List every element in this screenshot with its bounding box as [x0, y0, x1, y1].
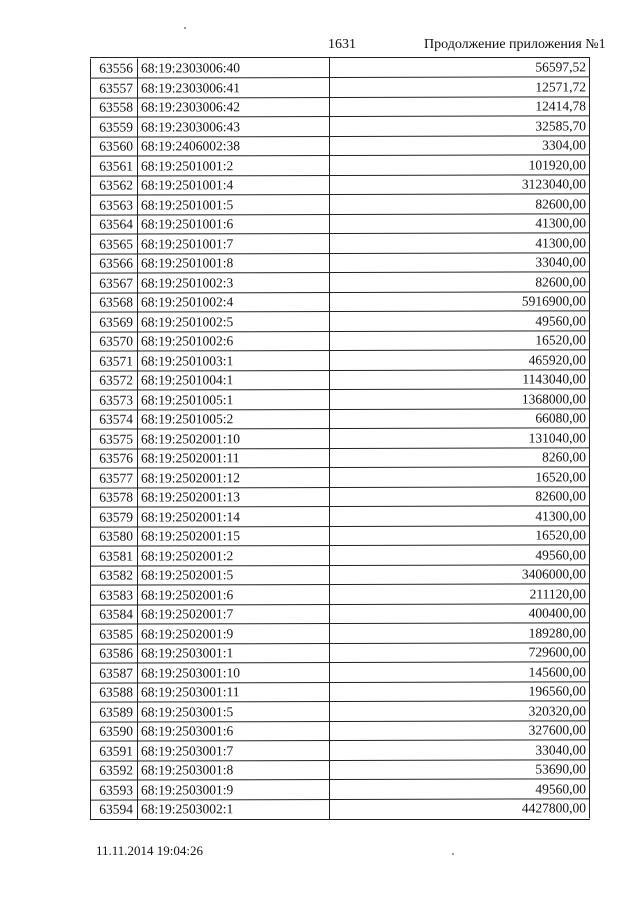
row-number: 63564	[90, 215, 138, 234]
cadastral-number: 68:19:2503001:5	[138, 702, 330, 721]
cadastral-value: 131040,00	[330, 428, 590, 447]
row-number: 63578	[90, 488, 138, 507]
table-row	[90, 642, 590, 663]
row-number: 63591	[90, 741, 138, 760]
row-number: 63585	[90, 624, 138, 643]
cadastral-number: 68:19:2501001:5	[138, 195, 330, 214]
row-number: 63588	[90, 683, 138, 702]
cadastral-value: 66080,00	[330, 408, 590, 427]
table-row	[90, 447, 590, 468]
cadastral-value: 32585,70	[330, 116, 590, 135]
table-row	[90, 389, 590, 410]
cadastral-value: 3123040,00	[330, 174, 590, 193]
row-number: 63593	[90, 780, 138, 799]
cadastral-value: 211120,00	[330, 584, 590, 603]
cadastral-number: 68:19:2501002:5	[138, 312, 330, 331]
page-number: 1631	[328, 37, 356, 52]
row-number: 63586	[90, 644, 138, 663]
row-number: 63589	[90, 702, 138, 721]
table-row	[90, 623, 590, 644]
table-row	[90, 291, 590, 312]
cadastral-number: 68:19:2501001:8	[138, 253, 330, 272]
table-row	[90, 486, 590, 507]
cadastral-number: 68:19:2502001:9	[138, 624, 330, 643]
row-number: 63587	[90, 663, 138, 682]
cadastral-value: 56597,52	[330, 57, 590, 76]
table-row	[90, 233, 590, 254]
cadastral-number: 68:19:2501005:1	[138, 390, 330, 409]
cadastral-number: 68:19:2502001:11	[138, 448, 330, 467]
cadastral-value: 5916900,00	[330, 291, 590, 310]
cadastral-value: 189280,00	[330, 623, 590, 642]
row-number: 63563	[90, 195, 138, 214]
table-row	[90, 96, 590, 117]
cadastral-value: 320320,00	[330, 701, 590, 720]
table-row	[90, 350, 590, 371]
cadastral-value: 4427800,00	[330, 798, 590, 818]
table-row	[90, 467, 590, 488]
cadastral-value: 82600,00	[330, 486, 590, 505]
table-row	[90, 428, 590, 449]
cadastral-value: 327600,00	[330, 720, 590, 739]
cadastral-value: 82600,00	[330, 194, 590, 213]
row-number: 63558	[90, 98, 138, 117]
cadastral-number: 68:19:2503001:9	[138, 780, 330, 799]
cadastral-value: 400400,00	[330, 603, 590, 622]
cadastral-value: 49560,00	[330, 545, 590, 564]
row-number: 63594	[90, 800, 138, 820]
cadastral-number: 68:19:2502001:15	[138, 526, 330, 545]
cadastral-number: 68:19:2303006:41	[138, 78, 330, 97]
cadastral-number: 68:19:2503001:6	[138, 721, 330, 740]
cadastral-number: 68:19:2501002:4	[138, 292, 330, 311]
table-row	[90, 311, 590, 332]
row-number: 63568	[90, 293, 138, 312]
table-row	[90, 525, 590, 546]
cadastral-value: 465920,00	[330, 350, 590, 369]
cadastral-number: 68:19:2501003:1	[138, 351, 330, 370]
cadastral-number: 68:19:2501001:7	[138, 234, 330, 253]
cadastral-number: 68:19:2501004:1	[138, 370, 330, 389]
row-number: 63561	[90, 156, 138, 175]
continuation-title: Продолжение приложения №1	[424, 37, 606, 52]
table-row	[90, 194, 590, 215]
data-table	[90, 57, 590, 820]
row-number: 63557	[90, 78, 138, 97]
row-number: 63590	[90, 722, 138, 741]
table-row	[90, 720, 590, 741]
cadastral-value: 12414,78	[330, 96, 590, 115]
cadastral-number: 68:19:2503001:1	[138, 643, 330, 662]
table-row	[90, 798, 590, 819]
table-row	[90, 681, 590, 702]
cadastral-number: 68:19:2502001:2	[138, 546, 330, 565]
row-number: 63580	[90, 527, 138, 546]
table-row	[90, 272, 590, 293]
row-number: 63577	[90, 468, 138, 487]
row-number: 63573	[90, 390, 138, 409]
cadastral-number: 68:19:2303006:42	[138, 97, 330, 116]
row-number: 63584	[90, 605, 138, 624]
cadastral-number: 68:19:2502001:5	[138, 565, 330, 584]
table-row	[90, 779, 590, 800]
cadastral-number: 68:19:2503001:10	[138, 663, 330, 682]
cadastral-value: 3304,00	[330, 135, 590, 154]
cadastral-number: 68:19:2503001:7	[138, 741, 330, 760]
cadastral-number: 68:19:2503001:11	[138, 682, 330, 701]
cadastral-number: 68:19:2501001:2	[138, 156, 330, 175]
cadastral-number: 68:19:2503001:8	[138, 760, 330, 779]
table-row	[90, 77, 590, 98]
table-row	[90, 408, 590, 429]
cadastral-value: 1368000,00	[330, 389, 590, 408]
row-number: 63565	[90, 234, 138, 253]
cadastral-value: 49560,00	[330, 311, 590, 330]
cadastral-value: 49560,00	[330, 779, 590, 798]
footer-timestamp: 11.11.2014 19:04:26	[96, 843, 204, 858]
cadastral-value: 53690,00	[330, 759, 590, 778]
table-row	[90, 584, 590, 605]
cadastral-value: 196560,00	[330, 681, 590, 700]
table-row	[90, 135, 590, 156]
cadastral-value: 33040,00	[330, 252, 590, 271]
table-row	[90, 369, 590, 390]
table-row	[90, 116, 590, 137]
row-number: 63582	[90, 566, 138, 585]
table-row	[90, 759, 590, 780]
row-number: 63560	[90, 137, 138, 156]
table-row	[90, 603, 590, 624]
cadastral-number: 68:19:2501002:3	[138, 273, 330, 292]
cadastral-value: 41300,00	[330, 213, 590, 232]
row-number: 63583	[90, 585, 138, 604]
row-number: 63575	[90, 429, 138, 448]
cadastral-value: 1143040,00	[330, 369, 590, 388]
cadastral-value: 101920,00	[330, 155, 590, 174]
table-row	[90, 57, 590, 78]
scan-speck	[184, 27, 186, 29]
row-number: 63570	[90, 332, 138, 351]
cadastral-value: 16520,00	[330, 525, 590, 544]
cadastral-number: 68:19:2502001:13	[138, 487, 330, 506]
cadastral-value: 3406000,00	[330, 564, 590, 583]
cadastral-number: 68:19:2303006:43	[138, 117, 330, 136]
row-number: 63566	[90, 254, 138, 273]
table-row	[90, 506, 590, 527]
cadastral-number: 68:19:2501002:6	[138, 331, 330, 350]
row-number: 63567	[90, 273, 138, 292]
row-number: 63571	[90, 351, 138, 370]
row-number: 63556	[90, 59, 138, 78]
table-row	[90, 174, 590, 195]
cadastral-number: 68:19:2502001:10	[138, 429, 330, 448]
cadastral-value: 41300,00	[330, 233, 590, 252]
row-number: 63581	[90, 546, 138, 565]
row-number: 63579	[90, 507, 138, 526]
cadastral-number: 68:19:2501001:6	[138, 214, 330, 233]
row-number: 63569	[90, 312, 138, 331]
row-number: 63592	[90, 761, 138, 780]
scan-speck	[452, 853, 454, 855]
cadastral-number: 68:19:2502001:12	[138, 468, 330, 487]
cadastral-value: 12571,72	[330, 77, 590, 96]
cadastral-value: 16520,00	[330, 330, 590, 349]
row-number: 63574	[90, 410, 138, 429]
table-row	[90, 155, 590, 176]
cadastral-number: 68:19:2503002:1	[138, 799, 330, 819]
table-row	[90, 330, 590, 351]
table-row	[90, 740, 590, 761]
cadastral-number: 68:19:2502001:14	[138, 507, 330, 526]
row-number: 63572	[90, 371, 138, 390]
table-row	[90, 701, 590, 722]
cadastral-number: 68:19:2501005:2	[138, 409, 330, 428]
cadastral-value: 82600,00	[330, 272, 590, 291]
table-row	[90, 545, 590, 566]
cadastral-number: 68:19:2502001:7	[138, 604, 330, 623]
cadastral-number: 68:19:2501001:4	[138, 175, 330, 194]
table-row	[90, 252, 590, 273]
table-row	[90, 662, 590, 683]
cadastral-value: 8260,00	[330, 447, 590, 466]
table-row	[90, 564, 590, 585]
cadastral-number: 68:19:2303006:40	[138, 58, 330, 77]
cadastral-number: 68:19:2406002:38	[138, 136, 330, 155]
cadastral-number: 68:19:2502001:6	[138, 585, 330, 604]
cadastral-value: 33040,00	[330, 740, 590, 759]
cadastral-value: 41300,00	[330, 506, 590, 525]
cadastral-value: 729600,00	[330, 642, 590, 661]
row-number: 63576	[90, 449, 138, 468]
row-number: 63559	[90, 117, 138, 136]
cadastral-value: 145600,00	[330, 662, 590, 681]
cadastral-value: 16520,00	[330, 467, 590, 486]
table-row	[90, 213, 590, 234]
row-number: 63562	[90, 176, 138, 195]
